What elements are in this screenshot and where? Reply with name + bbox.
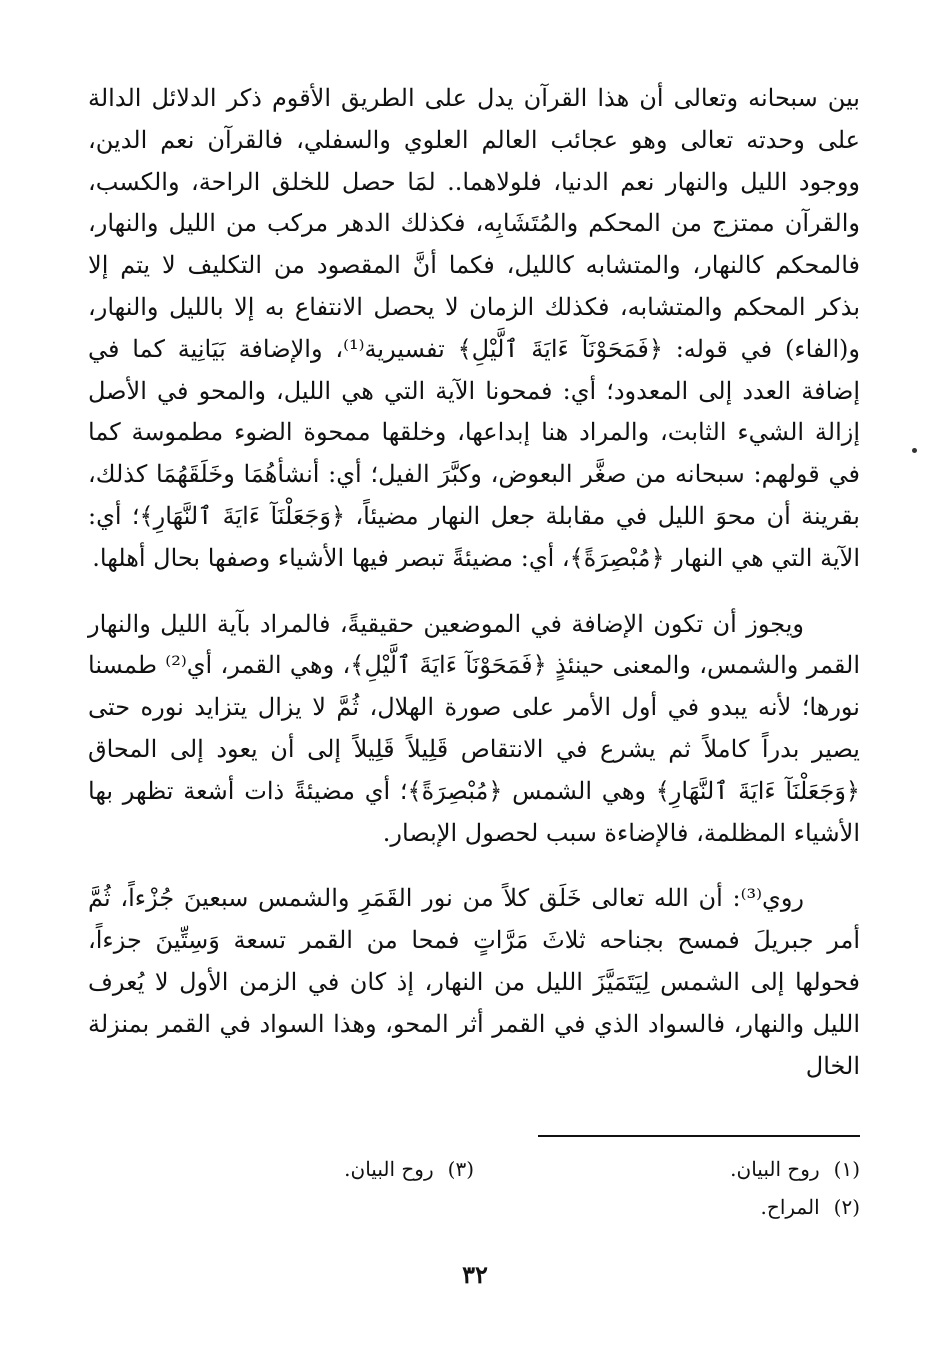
footnote-3-number: (٣) — [447, 1157, 474, 1181]
footnotes — [88, 1150, 860, 1226]
paragraph-2: ويجوز أن تكون الإضافة في الموضعين حقيقيةً، فالمراد بآية الليل والنهار القمر والشمس، والمعنى حينئذٍ ﴿فَمَحَوْنَآ ءَايَةَ ٱلَّيْلِ﴾، وهي القمر، أي⁽²⁾ طمسنا نورها؛ لأنه يبدو في أول الأمر على صورة الهلال، ثُمَّ لا يزال يتزايد نوره حتى يصير بدراً كاملاً ثم يشرع في الانتقاص قَلِيلاً قَلِيلاً إلى أن يعود إلى المحاق ﴿وَجَعَلْنَآ ءَايَةَ ٱلنَّهَارِ﴾ وهي الشمس ﴿مُبْصِرَةً﴾؛ أي مضيئةً ذات أشعة تظهر بها الأشياء المظلمة، فالإضاءة سبب لحصول الإبصار. — [88, 609, 860, 847]
margin-mark — [912, 448, 917, 453]
footnote-1-text: روح البيان. — [730, 1157, 820, 1181]
paragraph-3: روي⁽³⁾: أن الله تعالى خَلَق كلاً من نور القَمَرِ والشمس سبعينَ جُزْءاً، ثُمَّ أمر جبريلَ فمسح بجناحه ثلاثَ مَرَّاتٍ فمحا من القمر تسعة وَسِتِّينَ جزءاً، فحولها إلى الشمس لِيَتَمَيَّزَ الليل من النهار، إذ كان في الزمن الأول لا يُعرف الليل والنهار، فالسواد الذي في القمر أثر المحو، وهذا السواد في القمر بمنزلة الخال — [88, 884, 860, 1080]
footnote-row — [88, 1188, 860, 1226]
footnote-2 — [460, 1188, 860, 1226]
footnote-3-text: روح البيان. — [344, 1157, 434, 1181]
footnote-3 — [88, 1150, 474, 1188]
footnote-1 — [474, 1150, 860, 1188]
page-body — [88, 78, 860, 1087]
footnote-2-text: المراح. — [760, 1195, 820, 1219]
footnote-row — [88, 1150, 860, 1188]
footnote-2-number: (٢) — [833, 1195, 860, 1219]
footnote-divider — [538, 1135, 860, 1137]
paragraph-1: بين سبحانه وتعالى أن هذا القرآن يدل على الطريق الأقوم ذكر الدلائل الدالة على وحدته تعالى وهو عجائب العالم العلوي والسفلي، فالقرآن نعم الدين، ووجود الليل والنهار نعم الدنيا، فلولاهما.. لمَا حصل للخلق الراحة، والكسب، والقرآن ممتزج من المحكم والمُتَشَابِه، فكذلك الدهر مركب من الليل والنهار، فالمحكم كالنهار، والمتشابه كالليل، فكما أنَّ المقصود من التكليف لا يتم إلا بذكر المحكم والمتشابه، فكذلك الزمان لا يحصل الانتفاع به إلا بالليل والنهار، و(الفاء) في قوله: ﴿فَمَحَوْنَآ ءَايَةَ ٱلَّيْلِ﴾ تفسيرية⁽¹⁾، والإضافة بَيَانِية كما في إضافة العدد إلى المعدود؛ أي: فمحونا الآية التي هي الليل، والمحو في الأصل إزالة الشيء الثابت، والمراد هنا إبداعها، وخلقها ممحوة الضوء مطموسة كما في قولهم: سبحانه من صغَّر البعوض، وكبَّرَ الفيل؛ أي: أنشأهُمَا وخَلَقَهُمَا كذلك، بقرينة أن محوَ الليل في مقابلة جعل النهار مضيئاً، ﴿وَجَعَلْنَآ ءَايَةَ ٱلنَّهَارِ﴾؛ أي: الآية التي هي النهار ﴿مُبْصِرَةً﴾، أي: مضيئةً تبصر فيها الأشياء وصفها بحال أهلها. — [88, 84, 861, 572]
footnote-1-number: (١) — [833, 1157, 860, 1181]
page-number: ٣٢ — [462, 1260, 488, 1289]
